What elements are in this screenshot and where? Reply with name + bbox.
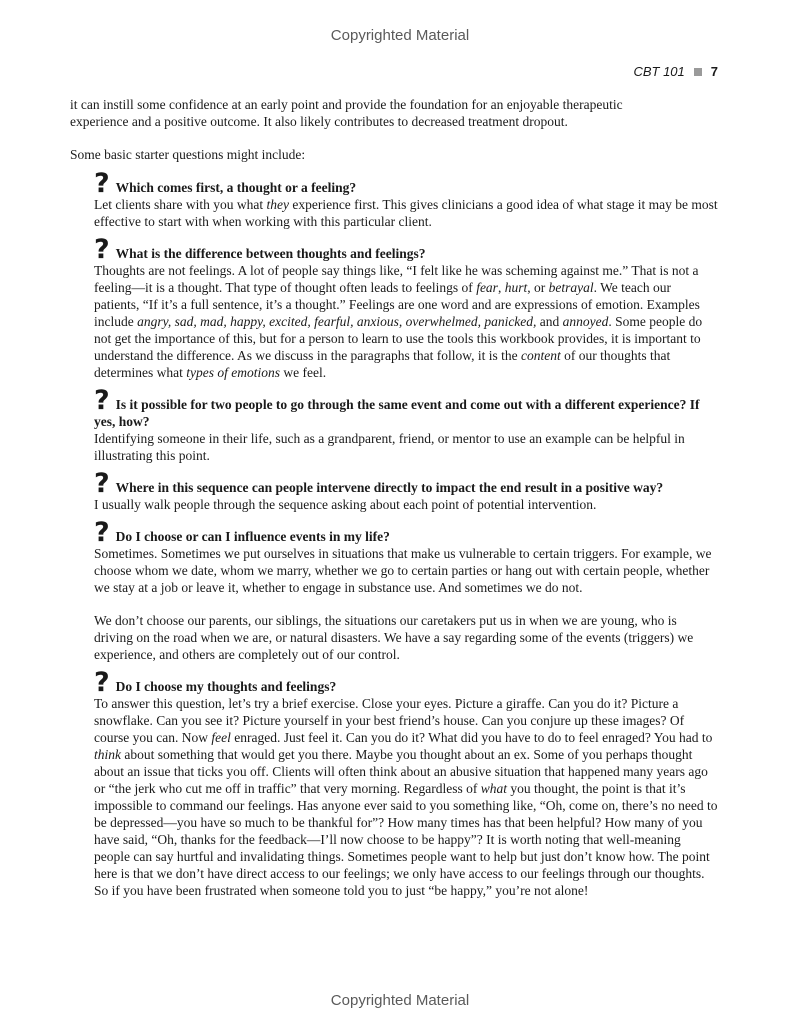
question-block-6 bbox=[94, 667, 718, 899]
answer-text: . Some people do not get the importance of this, but for a person to learn to use the tools this workbook provides, it is important to understand the difference. As we discuss in the paragraphs that follow, it is the bbox=[94, 314, 703, 363]
emphasis-text: annoyed bbox=[562, 314, 609, 329]
question-text: Do I choose or can I influence events in my life? bbox=[115, 529, 390, 544]
answer-text: experience first. This gives clinicians a good idea of what stage it may be most effective to start with when working with this particular client. bbox=[94, 197, 718, 229]
question-block-4 bbox=[94, 468, 718, 513]
answer-paragraph: We don’t choose our parents, our siblings, the situations our caretakers put us in when we are young, who is driving on the road when we are, or natural disasters. We have a say regarding some of the events (triggers) we experience, and others are completely out of our control. bbox=[94, 613, 694, 662]
answer-paragraph: Sometimes. Sometimes we put ourselves in situations that make us vulnerable to certain triggers. For example, we choose whom we date, whom we marry, whether we go to certain parties or hang out with certain people, whether we stay at a job or leave it, whether to engage in substance use. And sometimes we do not. bbox=[94, 546, 712, 595]
question-block-1 bbox=[94, 168, 718, 230]
question-mark-icon: ? bbox=[94, 468, 110, 499]
emphasis-text: angry, sad, mad, happy, excited, fearful, anxious, overwhelmed, panicked, bbox=[137, 314, 537, 329]
emphasis-text: think bbox=[94, 747, 121, 762]
question-mark-icon: ? bbox=[94, 234, 110, 265]
answer-text: . We teach our patients, “If it’s a full sentence, it’s a thought.” Feelings are one word and are expressions of emotion. Examples include bbox=[94, 280, 700, 329]
question-mark-icon: ? bbox=[94, 667, 110, 698]
emphasis-text: feel bbox=[211, 730, 231, 745]
intro-line-2: experience and a positive outcome. It also likely contributes to decreased treatment dropout. bbox=[70, 114, 568, 129]
question-block-5 bbox=[94, 517, 718, 663]
answer-text: , or bbox=[527, 280, 549, 295]
answer-text: enraged. Just feel it. Can you do it? What did you have to do to feel enraged? You had to bbox=[230, 730, 713, 745]
answer-text: , bbox=[497, 280, 505, 295]
running-head-separator bbox=[694, 68, 702, 76]
question-text: Where in this sequence can people intervene directly to impact the end result in a positive way? bbox=[115, 480, 664, 495]
question-mark-icon: ? bbox=[94, 517, 110, 548]
page-body bbox=[70, 96, 718, 910]
answer-text: we feel. bbox=[279, 365, 327, 380]
intro-line-1: it can instill some confidence at an early point and provide the foundation for an enjoyable therapeutic bbox=[70, 97, 623, 112]
page-number: 7 bbox=[710, 64, 718, 79]
question-mark-icon: ? bbox=[94, 168, 110, 199]
emphasis-text: types of emotions bbox=[186, 365, 280, 380]
answer-text: Let clients share with you what bbox=[94, 197, 267, 212]
answer-text: you thought, the point is that it’s impossible to command our feelings. Has anyone ever said to you something like, “Oh, come on, there’s no need to be depressed—you have so much to be thankful for”? How many times has that been helpful? How many of you have said, “Oh, thanks for the feedback—I’ll now choose to be happy”? It is worth noting that well-meaning people can say hurtful and invalidating things. Sometimes people want to help but just don’t know how. The point here is that we don’t have direct access to our feelings; we only have access to our feelings through our thoughts. So if you have been frustrated when someone told you to just “be happy,” you’re not alone! bbox=[94, 781, 718, 898]
question-heading bbox=[94, 234, 718, 265]
emphasis-text: fear bbox=[476, 280, 498, 295]
emphasis-text: hurt bbox=[504, 280, 528, 295]
copyright-notice-bottom: Copyrighted Material bbox=[330, 992, 470, 1009]
emphasis-text: content bbox=[521, 348, 561, 363]
answer-paragraph bbox=[94, 262, 718, 381]
starter-heading: Some basic starter questions might include: bbox=[70, 147, 306, 162]
answer-text: To answer this question, let’s try a brief exercise. Close your eyes. Picture a giraffe. Can you do it? Picture a snowflake. Can you see it? Picture yourself in your best friend’s house. Can you conjure up these images? Of course you can. Now bbox=[94, 696, 685, 745]
emphasis-text: what bbox=[480, 781, 508, 796]
question-heading bbox=[94, 385, 718, 430]
question-text: What is the difference between thoughts and feelings? bbox=[115, 246, 426, 261]
answer-paragraph: I usually walk people through the sequence asking about each point of potential intervention. bbox=[94, 497, 597, 512]
answer-paragraph bbox=[94, 196, 718, 230]
answer-text: and bbox=[536, 314, 563, 329]
intro-paragraph bbox=[70, 96, 718, 130]
question-text: Which comes first, a thought or a feeling? bbox=[115, 180, 357, 195]
answer-text: of our thoughts that determines what bbox=[94, 348, 671, 380]
question-heading bbox=[94, 468, 718, 499]
question-heading bbox=[94, 517, 718, 548]
question-block-2 bbox=[94, 234, 718, 381]
question-heading bbox=[94, 667, 718, 698]
answer-paragraph: Identifying someone in their life, such as a grandparent, friend, or mentor to use an example can be helpful in illustrating this point. bbox=[94, 431, 685, 463]
answer-paragraph bbox=[94, 695, 718, 899]
question-block-3 bbox=[94, 385, 718, 464]
copyright-notice-top: Copyrighted Material bbox=[330, 27, 470, 44]
running-head bbox=[633, 64, 718, 79]
emphasis-text: betrayal bbox=[548, 280, 594, 295]
question-mark-icon: ? bbox=[94, 385, 110, 416]
running-head-title: CBT 101 bbox=[633, 64, 685, 79]
question-text: Do I choose my thoughts and feelings? bbox=[115, 679, 337, 694]
emphasis-text: they bbox=[266, 197, 289, 212]
question-heading bbox=[94, 168, 718, 199]
answer-text: Thoughts are not feelings. A lot of people say things like, “I felt like he was scheming against me.” That is not a feeling—it is a thought. That type of thought often leads to feelings of bbox=[94, 263, 699, 295]
question-text: Is it possible for two people to go through the same event and come out with a different experience? If yes, how? bbox=[94, 397, 700, 429]
answer-text: about something that would get you there. Maybe you thought about an ex. Some of you perhaps thought about an issue that ticks you off. Clients will often think about an abusive situation that happened many years ago or “the jerk who cut me off in traffic” that very morning. Regardless of bbox=[94, 747, 708, 796]
